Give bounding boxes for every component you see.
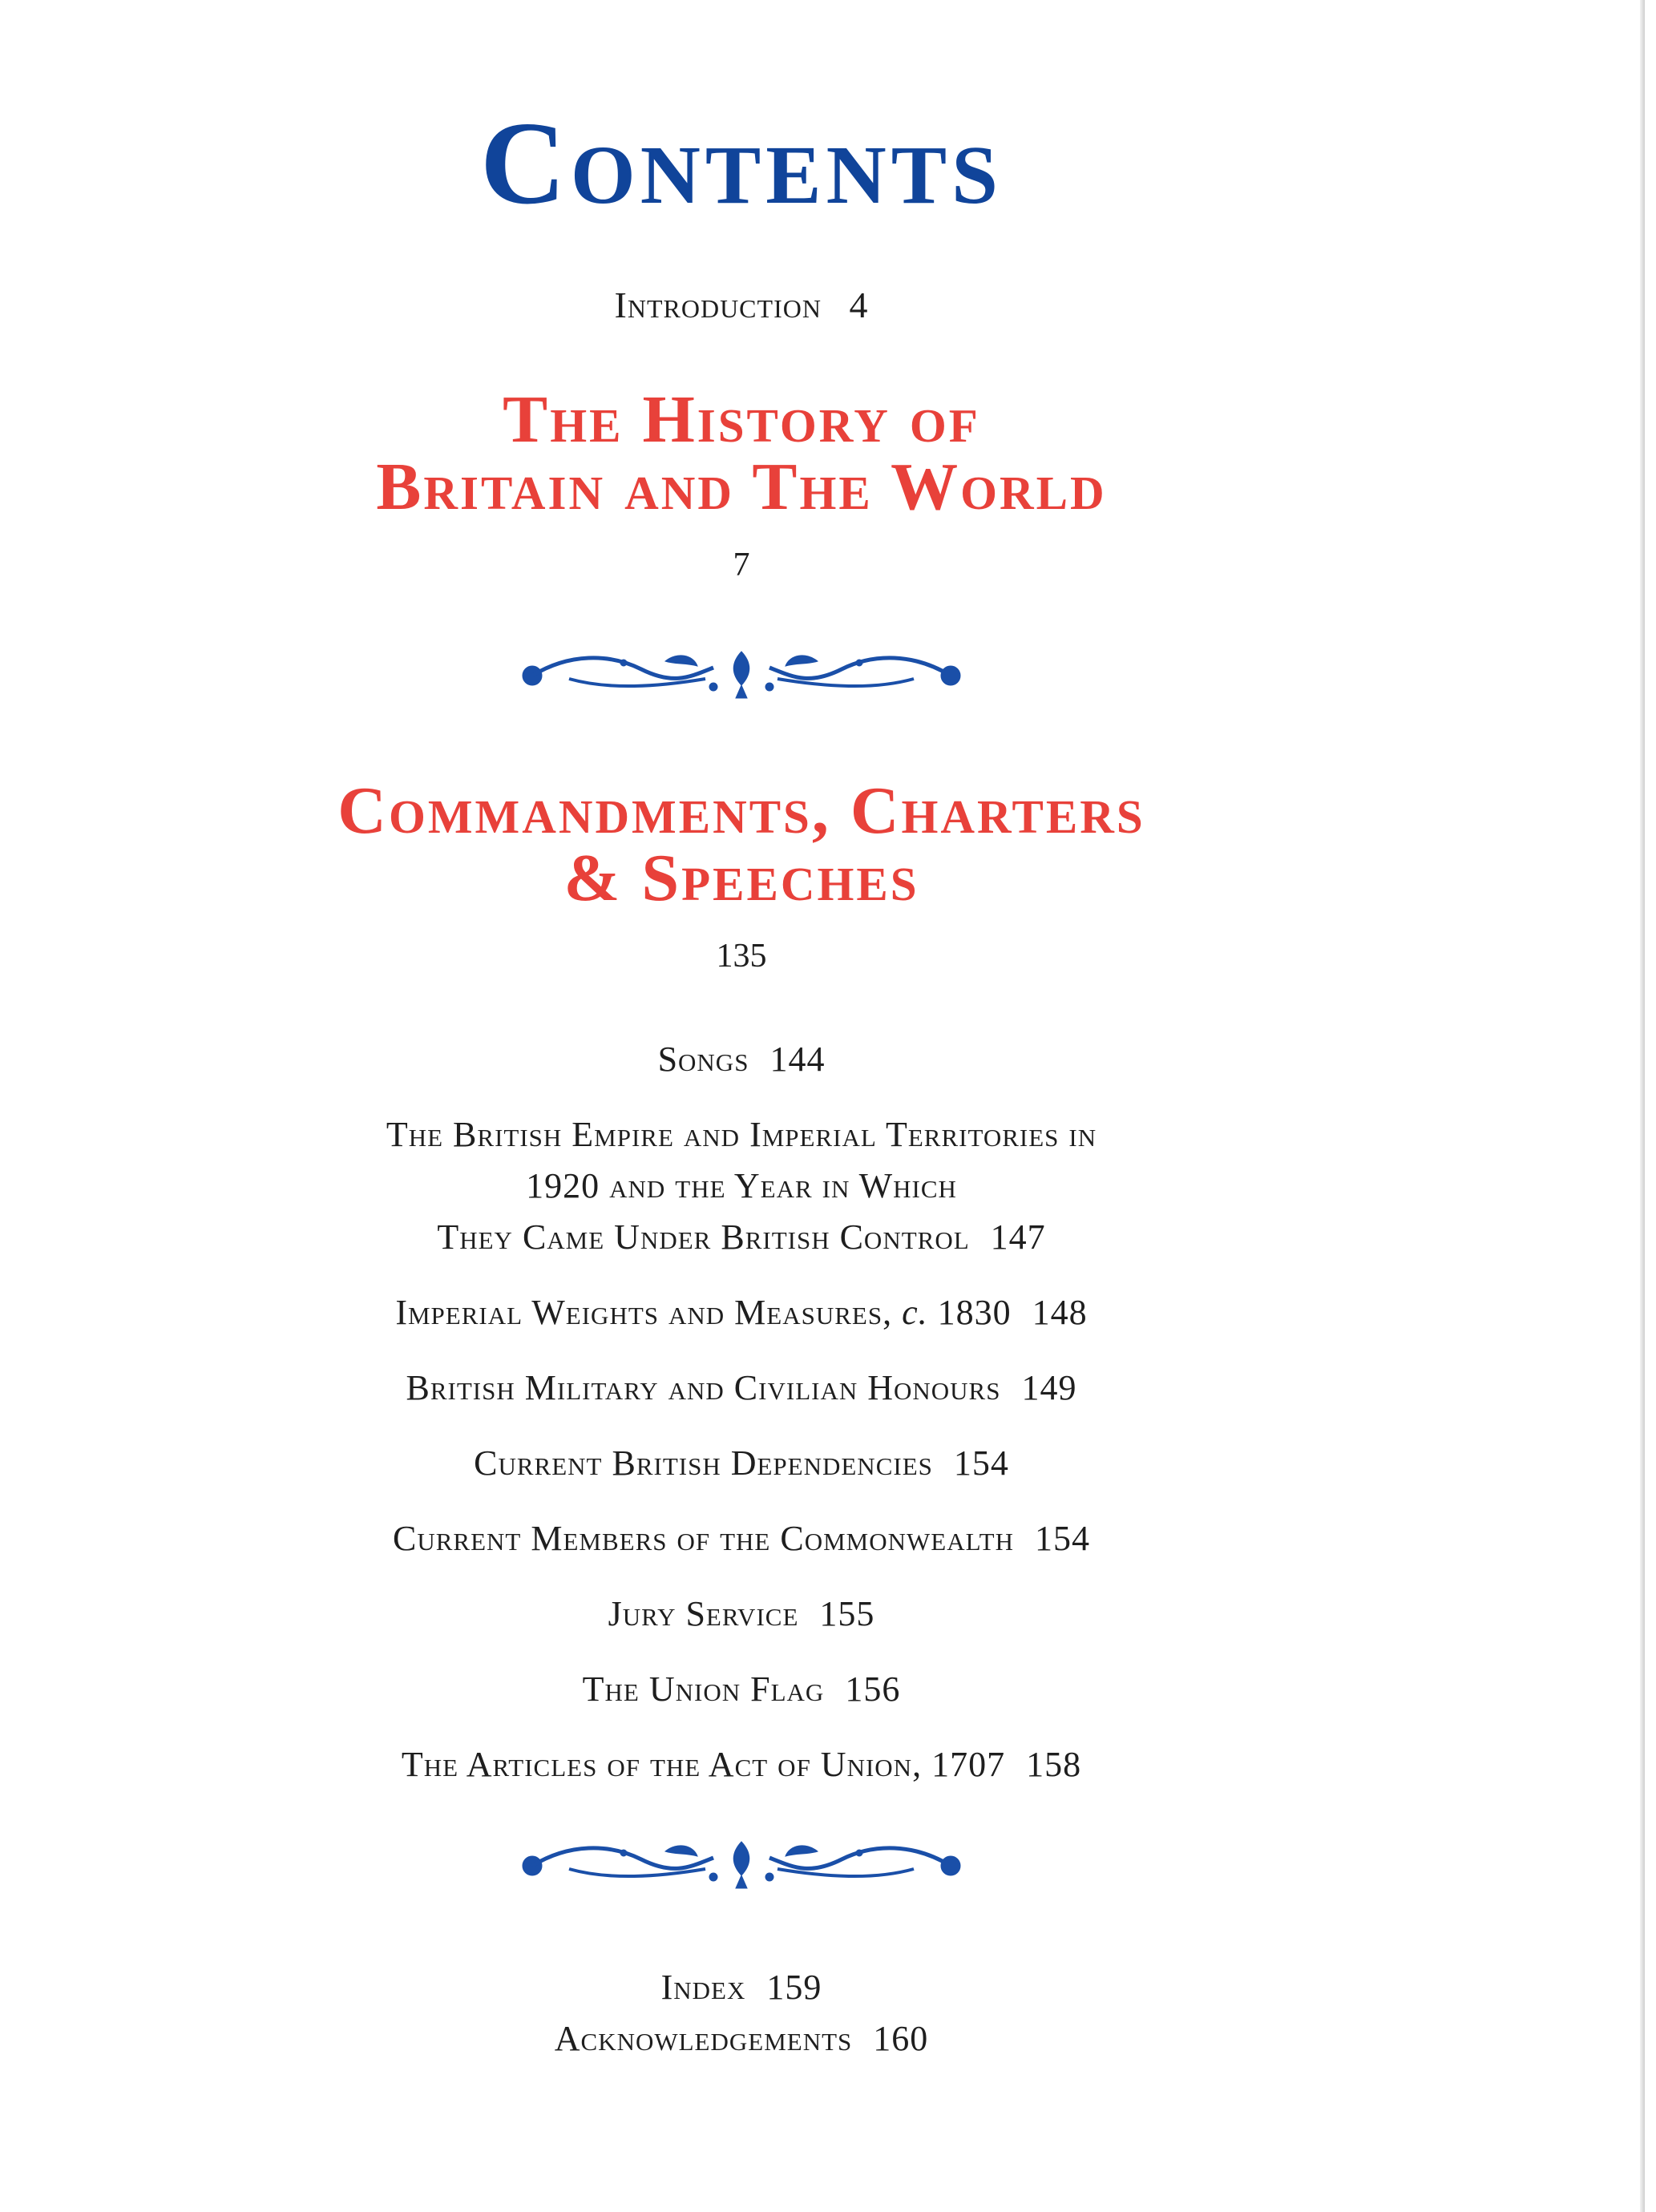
toc-entry-empire[interactable] [0,1109,1483,1263]
section-page-number: 135 [716,938,767,975]
toc-entry-commonwealth[interactable] [0,1513,1483,1564]
entry-label: Acknowledgements [554,2019,853,2058]
entry-label-line: They Came Under British Control [437,1217,970,1257]
entry-page: 154 [1035,1519,1091,1558]
toc-entry-articles[interactable] [0,1739,1483,1790]
entry-circa: c. [902,1293,928,1332]
entry-label: Current Members of the Commonwealth [392,1519,1015,1558]
entry-page: 155 [819,1594,875,1633]
toc-entry-honours[interactable] [0,1362,1483,1414]
section-title-commandments[interactable] [0,773,1483,915]
toc-back-matter [0,1962,1483,2065]
entry-label: The Union Flag [582,1669,825,1709]
entry-label: The Articles of the Act of Union, 1707 [401,1745,1006,1784]
toc-entry-index[interactable] [0,1962,1483,2013]
section-title-line: & Speeches [563,841,919,915]
entry-label-line: 1920 and the Year in Which [526,1166,957,1205]
page-edge [1640,0,1645,2212]
section-page-number: 7 [733,547,750,583]
entry-page: 149 [1021,1368,1077,1407]
ornament-flourish-icon [521,1835,962,1891]
section-title-line: Britain and The World [376,450,1107,524]
toc-entry-songs[interactable] [0,1034,1483,1085]
toc-entry-introduction[interactable] [0,287,1483,324]
entry-page: 4 [849,285,869,325]
entry-label: British Military and Civilian Honours [406,1368,1001,1407]
section-title-history[interactable] [0,382,1483,524]
entry-page: 148 [1032,1293,1088,1332]
entry-label: Jury Service [608,1594,799,1633]
toc-entries [0,1034,1483,1814]
entry-page: 158 [1026,1745,1082,1784]
entry-year: 1830 [937,1293,1012,1332]
entry-page: 156 [845,1669,901,1709]
entry-label: Songs [657,1039,749,1079]
entry-page: 160 [873,2019,929,2058]
entry-page: 147 [990,1217,1046,1257]
entry-label: Imperial Weights and Measures, [395,1293,893,1332]
entry-page: 144 [769,1039,826,1079]
entry-page: 154 [953,1443,1009,1483]
toc-entry-dependencies[interactable] [0,1438,1483,1489]
section-title-line: Commandments, Charters [337,773,1145,848]
entry-label: Index [660,1968,746,2007]
ornament-flourish-icon [521,645,962,701]
entry-label: Introduction [614,285,822,325]
section-title-line: The History of [503,382,980,457]
toc-entry-flag[interactable] [0,1664,1483,1715]
entry-page: 159 [766,1968,822,2007]
page-title: Contents [480,98,1003,229]
toc-entry-weights[interactable] [0,1287,1483,1338]
toc-entry-jury[interactable] [0,1588,1483,1640]
entry-label: Current British Dependencies [474,1443,933,1483]
entry-label-line: The British Empire and Imperial Territories in [386,1115,1097,1154]
toc-entry-acknowledgements[interactable] [0,2013,1483,2065]
